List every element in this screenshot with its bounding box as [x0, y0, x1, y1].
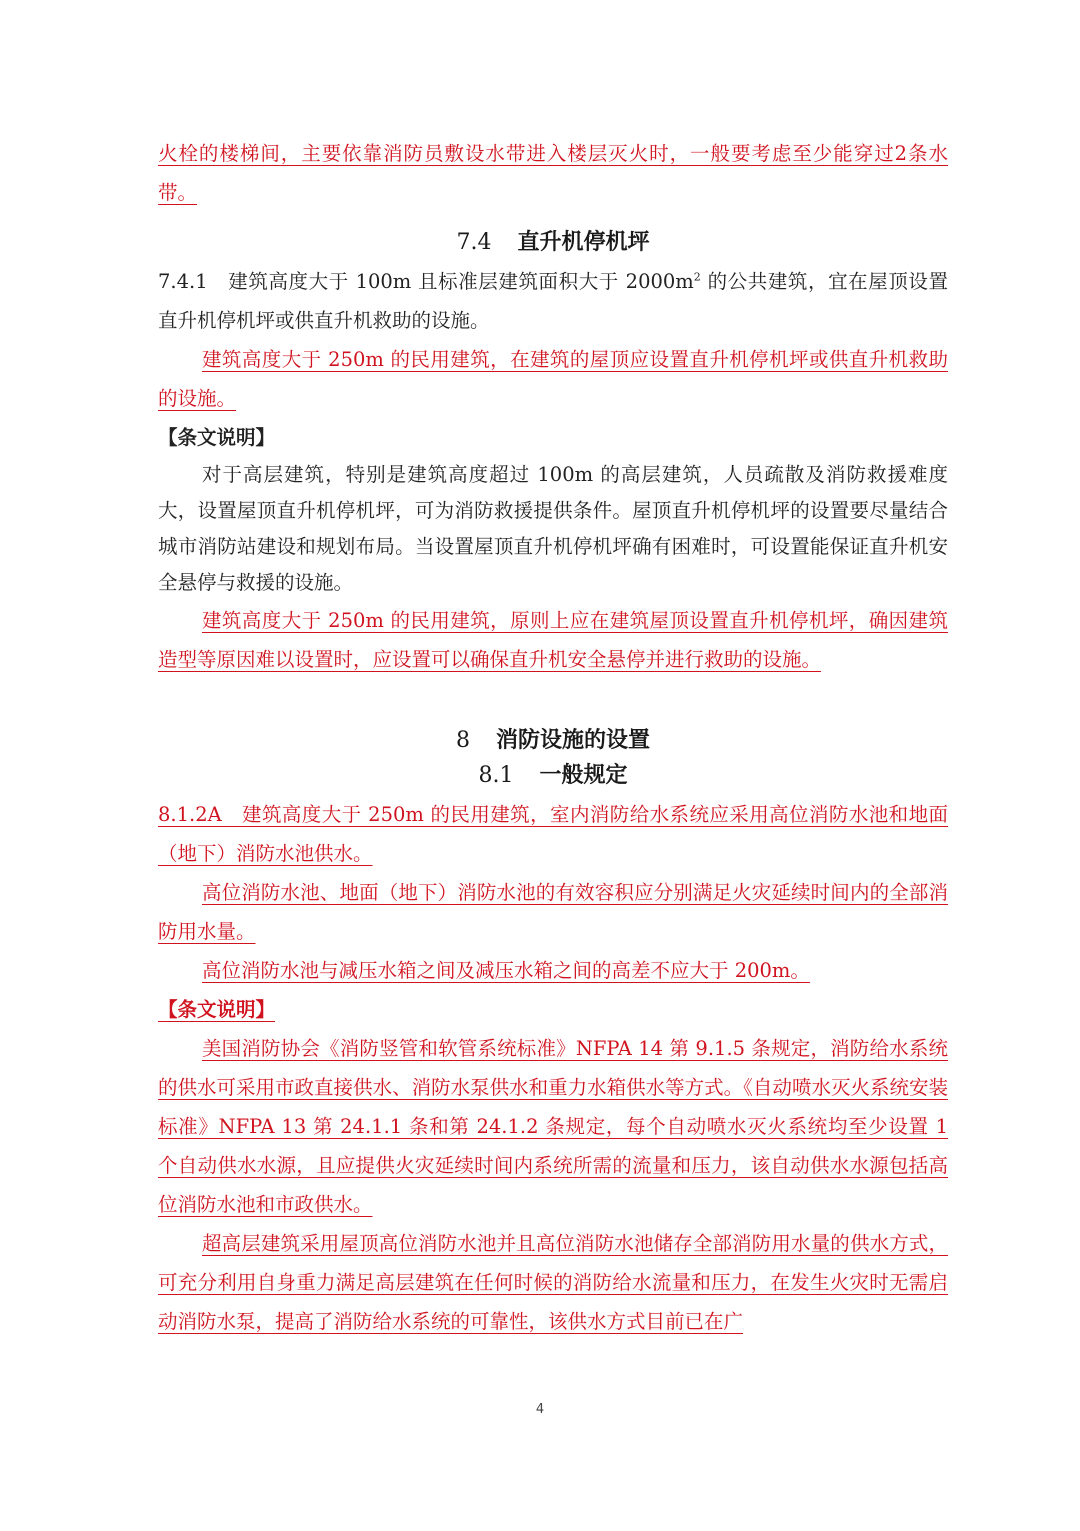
chapter-title: 消防设施的设置 [495, 728, 650, 753]
explanation-label: 【条文说明】 [158, 426, 276, 449]
chapter-number: 8 [455, 728, 470, 753]
section-title: 直升机停机坪 [517, 230, 650, 255]
clause-7-4-1: 7.4.1 建筑高度大于 100m 且标准层建筑面积大于 $2000m^2$ 的公共建筑，宜在屋顶设置直升机停机坪或供直升机救助的设施。 [158, 270, 948, 332]
clause-8-1-2a-para-2: 高位消防水池、地面（地下）消防水池的有效容积应分别满足火灾延续时间内的全部消防用水量。 [158, 881, 948, 943]
page-content [158, 134, 948, 1341]
revision-paragraph-250m: 建筑高度大于 250m 的民用建筑，在建筑的屋顶应设置直升机停机坪或供直升机救助的设施。 [158, 348, 948, 410]
section-heading-7-4 [158, 225, 948, 256]
explanation-gravity-paragraph: 超高层建筑采用屋顶高位消防水池并且高位消防水池储存全部消防用水量的供水方式，可充分利用自身重力满足高层建筑在任何时候的消防给水流量和压力，在发生火灾时无需启动消防水泵，提高了消防给水系统的可靠性，该供水方式目前已在广 [158, 1232, 948, 1333]
explanation-label-red: 【条文说明】 [158, 998, 276, 1021]
revision-explanation-paragraph: 建筑高度大于 250m 的民用建筑，原则上应在建筑屋顶设置直升机停机坪，确因建筑造型等原因难以设置时，应设置可以确保直升机安全悬停并进行救助的设施。 [158, 609, 948, 671]
section-number: 8.1 [478, 763, 514, 788]
section-number: 7.4 [456, 230, 492, 255]
page-number: 4 [535, 1402, 545, 1417]
clause-8-1-2a-para-3: 高位消防水池与减压水箱之间及减压水箱之间的高差不应大于 200m。 [202, 959, 810, 982]
continued-paragraph: 火栓的楼梯间，主要依靠消防员敷设水带进入楼层灭火时，一般要考虑至少能穿过2条水带。 [158, 142, 948, 204]
section-title: 一般规定 [539, 763, 628, 788]
explanation-paragraph: 对于高层建筑，特别是建筑高度超过 100m 的高层建筑，人员疏散及消防救援难度大，设置屋顶直升机停机坪，可为消防救援提供条件。屋顶直升机停机坪的设置要尽量结合城市消防站建设和规划布局。当设置屋顶直升机停机坪确有困难时，可设置能保证直升机安全悬停与救援的设施。 [158, 463, 948, 594]
explanation-nfpa-paragraph: 美国消防协会《消防竖管和软管系统标准》NFPA 14 第 9.1.5 条规定，消防给水系统的供水可采用市政直接供水、消防水泵供水和重力水箱供水等方式。《自动喷水灭火系统安装标准》NFPA 13 第 24.1.1 条和第 24.1.2 条规定，每个自动喷水灭火系统均至少设置 1 个自动供水水源，且应提供火灾延续时间内系统所需的流量和压力，该自动供水水源包括高位消防水池和市政供水。 [158, 1037, 948, 1216]
section-heading-8-1 [158, 758, 948, 789]
chapter-heading-8 [158, 723, 948, 754]
clause-8-1-2a: 8.1.2A 建筑高度大于 250m 的民用建筑，室内消防给水系统应采用高位消防水池和地面（地下）消防水池供水。 [158, 803, 948, 865]
